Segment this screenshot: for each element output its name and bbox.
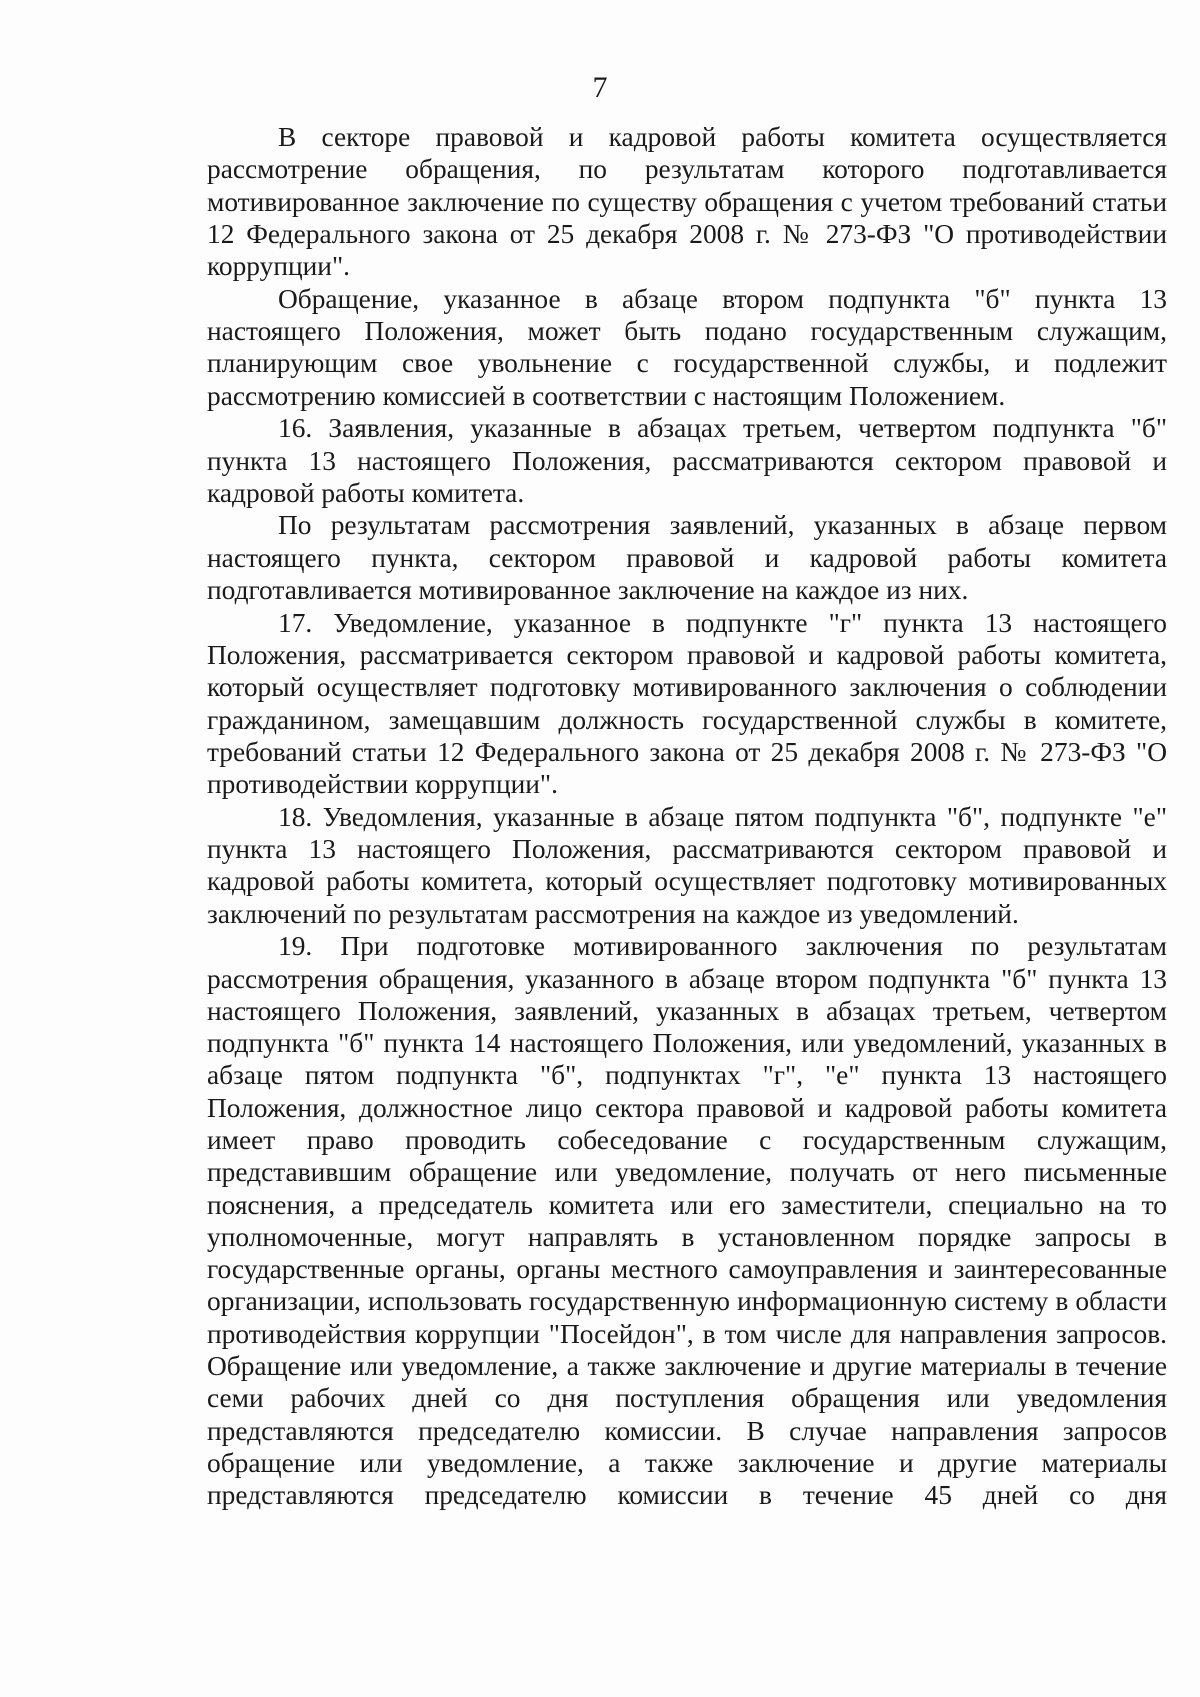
paragraph-clause-16: 16. Заявления, указанные в абзацах третьем, четвертом подпункта "б" пункта 13 настоящего Положения, рассматриваются сектором правовой и кадровой работы комитета. bbox=[207, 413, 1167, 508]
paragraph-clause-18: 18. Уведомления, указанные в абзаце пятом подпункта "б", подпункте "е" пункта 13 настоящего Положения, рассматриваются сектором правовой и кадровой работы комитета, который осуществляет подготовку мотивированных заключений по результатам рассмотрения на каждое из уведомлений. bbox=[207, 801, 1167, 929]
paragraph-sector-review: В секторе правовой и кадровой работы комитета осуществляется рассмотрение обращения, по результатам которого подготавливается мотивированное заключение по существу обращения с учетом требований статьи 12 Федерального закона от 25 декабря 2008 г. № 273-ФЗ "О противодействии коррупции". bbox=[207, 122, 1167, 282]
paragraph-appeal-submission: Обращение, указанное в абзаце втором подпункта "б" пункта 13 настоящего Положения, может быть подано государственным служащим, планирующим свое увольнение с государственной службы, и подлежит рассмотрению комиссией в соответствии с настоящим Положением. bbox=[207, 283, 1167, 411]
paragraph-clause-19: 19. При подготовке мотивированного заключения по результатам рассмотрения обращения, указанного в абзаце втором подпункта "б" пункта 13 настоящего Положения, заявлений, указанных в абзацах третьем, четвертом подпункта "б" пункта 14 настоящего Положения, или уведомлений, указанных в абзаце пятом подпункта "б", подпунктах "г", "е" пункта 13 настоящего Положения, должностное лицо сектора правовой и кадровой работы комитета имеет право проводить собеседование с государственным служащим, представившим обращение или уведомление, получать от него письменные пояснения, а председатель комитета или его заместители, специально на то уполномоченные, могут направлять в установленном порядке запросы в государственные органы, органы местного самоуправления и заинтересованные организации, использовать государственную информационную систему в области противодействия коррупции "Посейдон", в том числе для направления запросов. Обращение или уведомление, а также заключение и другие материалы в течение семи рабочих дней со дня поступления обращения или уведомления представляются председателю комиссии. В случае направления запросов обращение или уведомление, а также заключение и другие материалы представляются председателю комиссии в течение 45 дней со дня bbox=[207, 931, 1167, 1511]
paragraph-clause-17: 17. Уведомление, указанное в подпункте "г" пункта 13 настоящего Положения, рассматривается сектором правовой и кадровой работы комитета, который осуществляет подготовку мотивированного заключения о соблюдении гражданином, замещавшим должность государственной службы в комитете, требований статьи 12 Федерального закона от 25 декабря 2008 г. № 273-ФЗ "О противодействии коррупции". bbox=[207, 607, 1167, 800]
document-body bbox=[207, 121, 1167, 1512]
page-number: 7 bbox=[592, 71, 608, 104]
paragraph-clause-16-conclusion: По результатам рассмотрения заявлений, указанных в абзаце первом настоящего пункта, сектором правовой и кадровой работы комитета подготавливается мотивированное заключение на каждое из них. bbox=[207, 510, 1167, 606]
